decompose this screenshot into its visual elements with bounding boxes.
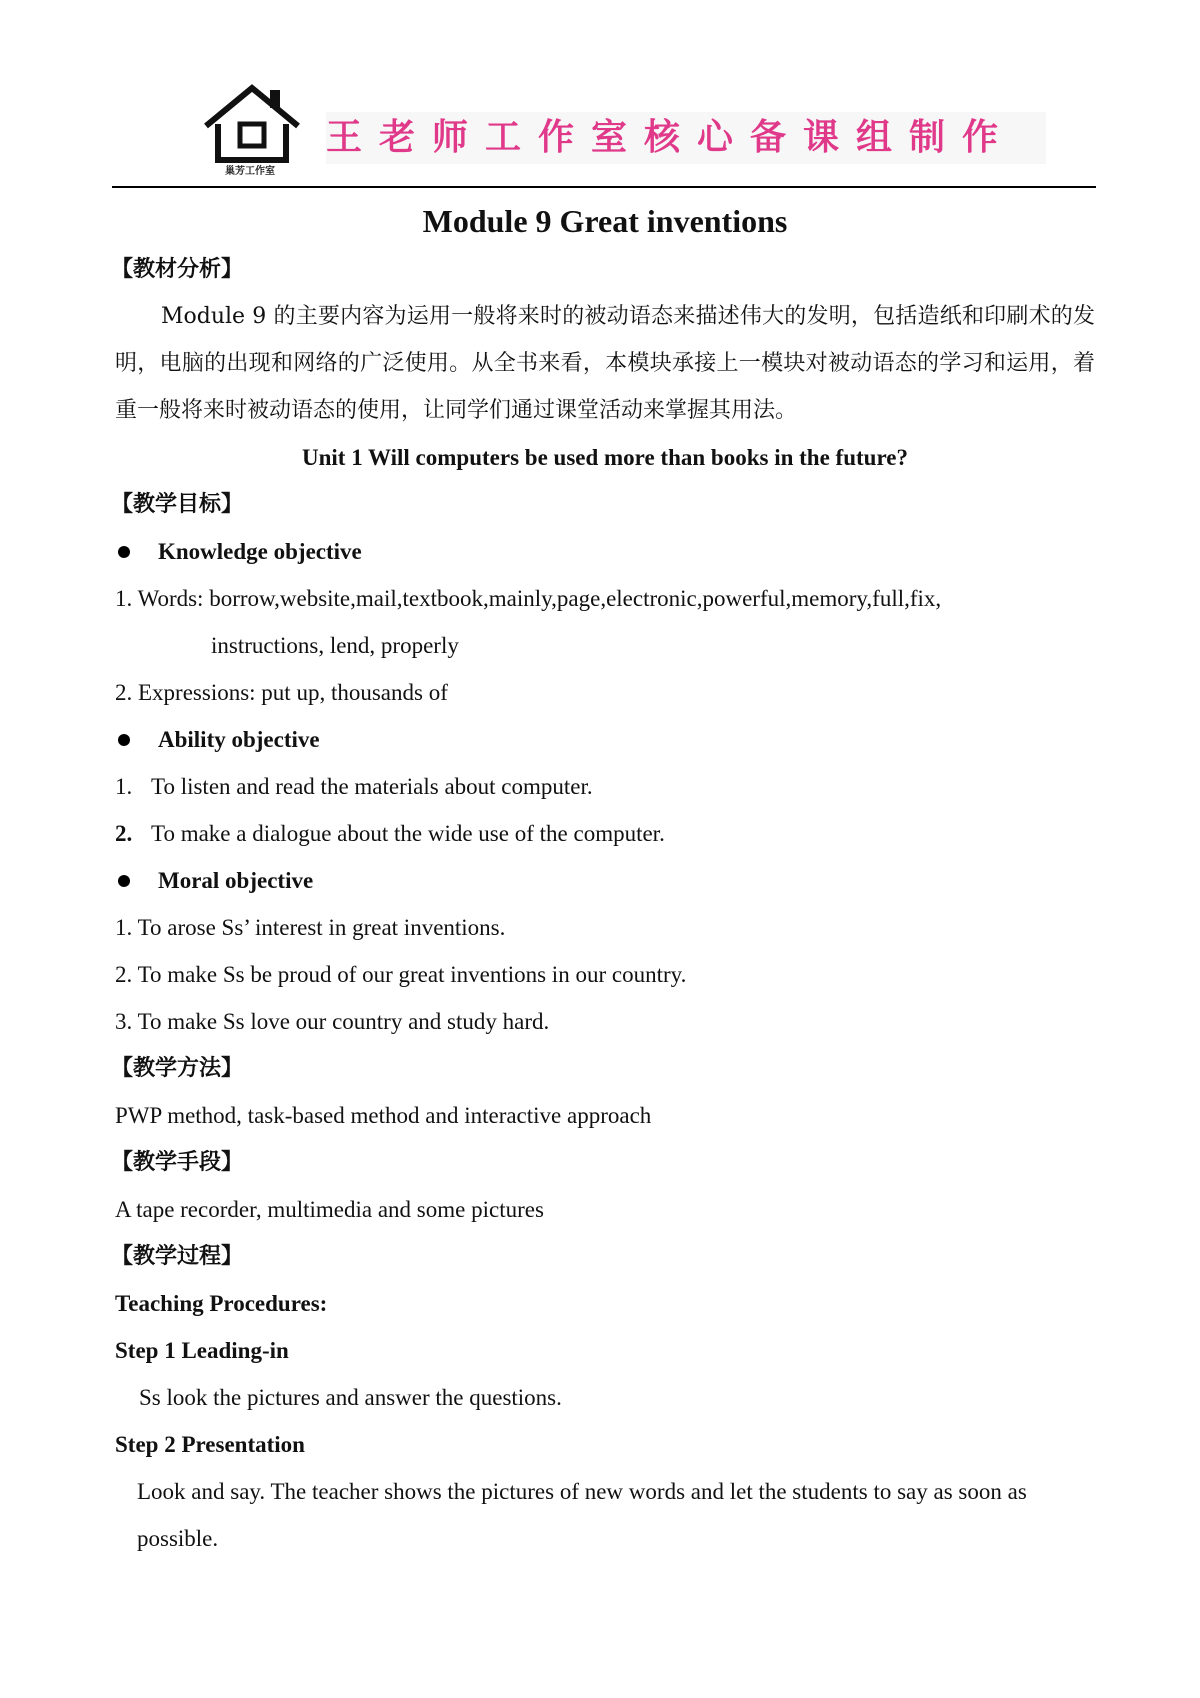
moral-item-1: 1. To arose Ss’ interest in great inventions. [115,915,506,940]
list-number: 1. [115,774,133,799]
unit-title: Unit 1 Will computers be used more than books in the future? [302,445,908,470]
aids-text: A tape recorder, multimedia and some pictures [115,1197,544,1222]
expressions-line: 2. Expressions: put up, thousands of [115,680,448,705]
procedures-title: Teaching Procedures: [115,1291,328,1316]
moral-objective-label: Moral objective [158,868,314,893]
step2-text: Look and say. The teacher shows the pictures of new words and let the students to say as soon as possible. [137,1479,1027,1551]
page-title: Module 9 Great inventions [422,203,788,239]
header-divider [112,186,1096,188]
analysis-paragraph: Module 9 的主要内容为运用一般将来时的被动语态来描述伟大的发明，包括造纸和印刷术的发明，电脑的出现和网络的广泛使用。从全书来看，本模块承接上一模块对被动语态的学习和运用，着重一般将来时被动语态的使用，让同学们通过课堂活动来掌握其用法。 [115,304,1095,423]
logo-caption: 巢芳工作室 [225,166,275,177]
aids-heading: 【教学手段】 [111,1150,244,1175]
ability-objective-label: Ability objective [158,727,320,752]
methods-heading: 【教学方法】 [111,1056,244,1081]
methods-text: PWP method, task-based method and interactive approach [115,1103,652,1128]
ability-item-text: To make a dialogue about the wide use of the computer. [151,821,665,846]
ability-item-1 [115,763,1095,810]
knowledge-objective-heading [115,528,1095,575]
ability-objective-heading [115,716,1095,763]
ability-item-2 [115,810,1095,857]
list-number: 2. [115,821,133,846]
objectives-heading: 【教学目标】 [111,492,244,517]
step2-title: Step 2 Presentation [115,1432,305,1457]
moral-item-2: 2. To make Ss be proud of our great inventions in our country. [115,962,687,987]
step1-title: Step 1 Leading-in [115,1338,289,1363]
words-line: 1. Words: borrow,website,mail,textbook,mainly,page,electronic,powerful,memory,full,fix, [115,586,942,611]
bullet-icon [118,734,130,746]
moral-objective-heading [115,857,1095,904]
bullet-icon [118,875,130,887]
document-body [111,196,1095,1562]
moral-item-3: 3. To make Ss love our country and study hard. [115,1009,550,1034]
knowledge-objective-label: Knowledge objective [158,539,362,564]
step1-text: Ss look the pictures and answer the questions. [139,1385,562,1410]
analysis-heading: 【教材分析】 [111,257,244,282]
ability-item-text: To listen and read the materials about computer. [151,774,593,799]
bullet-icon [118,546,130,558]
words-line-continued: instructions, lend, properly [211,633,459,658]
header-banner: 王老师工作室核心备课组制作 [326,112,1046,164]
process-heading: 【教学过程】 [111,1244,244,1269]
page-header [112,80,1096,188]
